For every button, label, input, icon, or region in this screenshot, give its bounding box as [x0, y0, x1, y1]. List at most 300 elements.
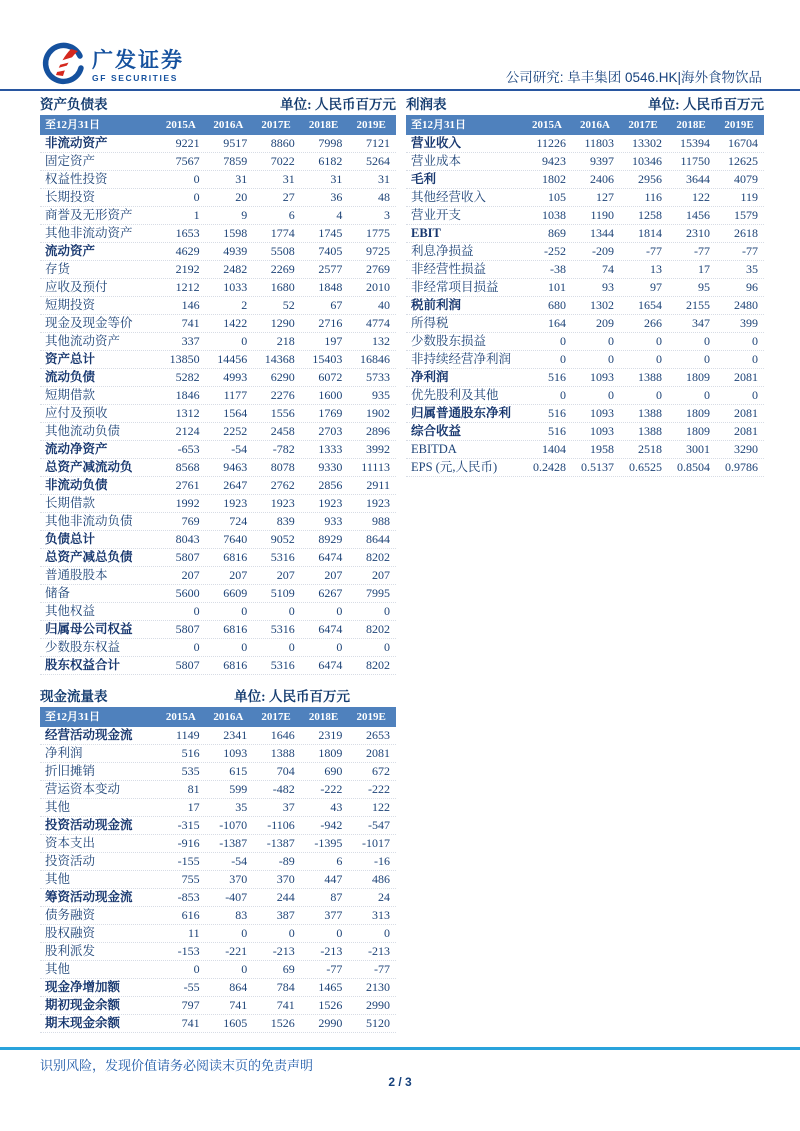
balance-sheet-cell: 31: [282, 172, 295, 186]
cash-flow-cell: 2653: [365, 728, 390, 742]
balance-sheet-cell: 0: [288, 640, 295, 654]
balance-sheet-row: [40, 207, 396, 225]
income-statement-cell: 95: [698, 280, 710, 294]
balance-sheet-cell: 2269: [270, 262, 295, 276]
balance-sheet-row-label: 储备: [45, 586, 71, 600]
income-statement-cell: 1093: [590, 424, 614, 438]
cash-flow-row: [40, 727, 396, 745]
balance-sheet-cell: 8929: [318, 532, 343, 546]
cash-flow-cell: 35: [235, 800, 248, 814]
cash-flow-cell: -213: [367, 944, 390, 958]
cash-flow-cell: 1809: [318, 746, 343, 760]
balance-sheet-cell: 6816: [223, 622, 248, 636]
income-statement-cell: 516: [548, 424, 566, 438]
income-statement-row-label: 少数股东损益: [411, 334, 487, 348]
income-statement-cell: 1814: [638, 226, 662, 240]
balance-sheet-row: [40, 531, 396, 549]
balance-sheet-cell: 4993: [223, 370, 248, 384]
balance-sheet-cell: 197: [324, 334, 343, 348]
cash-flow-cell: -213: [320, 944, 343, 958]
gf-logo-text: [92, 50, 184, 83]
balance-sheet-cell: 0: [193, 190, 200, 204]
income-statement-cell: 1809: [686, 370, 710, 384]
balance-sheet-cell: 1177: [223, 388, 248, 402]
balance-sheet-cell: 207: [276, 568, 295, 582]
balance-sheet-cell: 1774: [270, 226, 295, 240]
balance-sheet-cell: 11113: [361, 460, 390, 474]
cash-flow-cell: -222: [320, 782, 343, 796]
balance-sheet-cell: 1598: [223, 226, 248, 240]
cash-flow-cell: 784: [276, 980, 295, 994]
cash-flow-row-label: 其他: [45, 872, 71, 886]
cash-flow-col-2016A: 2016A: [213, 711, 244, 723]
cash-flow-cell: 1605: [223, 1016, 248, 1030]
cash-flow-cell: -1395: [314, 836, 343, 850]
balance-sheet-row-label: 归属母公司权益: [45, 622, 133, 636]
cash-flow-cell: -547: [367, 818, 390, 832]
cash-flow-row: [40, 745, 396, 763]
balance-sheet-row-label: 其他权益: [45, 604, 96, 618]
cash-flow-cell: 0: [193, 962, 200, 976]
balance-sheet-cell: 741: [181, 316, 200, 330]
cash-flow-cell: 370: [276, 872, 295, 886]
balance-sheet-cell: 4: [336, 208, 343, 222]
cash-flow-cell: 81: [187, 782, 200, 796]
cash-flow-header-row: [40, 707, 396, 727]
cash-flow-cell: 244: [276, 890, 295, 904]
income-statement-row-label: 税前利润: [411, 298, 462, 312]
balance-sheet-row: [40, 369, 396, 387]
balance-sheet-cell: 9221: [175, 136, 200, 150]
balance-sheet-row-label: 其他非流动负债: [45, 514, 133, 528]
balance-sheet-cell: 9330: [318, 460, 343, 474]
balance-sheet-cell: 6290: [270, 370, 295, 384]
income-statement-cell: 13302: [632, 136, 662, 150]
income-statement-row: [406, 225, 764, 243]
balance-sheet-cell: 1745: [318, 226, 343, 240]
cash-flow-row-label: 折旧摊销: [45, 764, 96, 778]
income-statement-cell: 10346: [632, 154, 662, 168]
balance-sheet-cell: 207: [371, 568, 390, 582]
balance-sheet-cell: 2276: [270, 388, 295, 402]
balance-sheet-row: [40, 315, 396, 333]
balance-sheet-cell: 8860: [270, 136, 295, 150]
balance-sheet-cell: 769: [181, 514, 200, 528]
income-statement-row: [406, 189, 764, 207]
cash-flow-cell: 87: [330, 890, 343, 904]
cash-flow-col-2018E: 2018E: [308, 711, 339, 723]
income-statement-cell: -77: [694, 244, 710, 258]
income-statement-cell: 1302: [590, 298, 614, 312]
balance-sheet-cell: 6816: [223, 658, 248, 672]
balance-sheet-cell: 7121: [365, 136, 390, 150]
income-statement-cell: 2081: [734, 406, 758, 420]
income-statement-date-header: 至12月31日: [411, 119, 466, 131]
income-statement-cell: 2081: [734, 370, 758, 384]
cash-flow-cell: 0: [288, 926, 295, 940]
balance-sheet-cell: 9463: [223, 460, 248, 474]
cash-flow-row-label: 经营活动现金流: [45, 728, 133, 742]
income-statement-cell: -252: [544, 244, 566, 258]
income-statement-row-label: 优先股利及其他: [411, 388, 499, 402]
income-statement-row-label: 非持续经营净利润: [411, 352, 512, 366]
balance-sheet-cell: 8202: [365, 550, 390, 564]
balance-sheet-cell: 1848: [318, 280, 343, 294]
income-statement-cell: 0: [752, 334, 758, 348]
income-statement-cell: 680: [548, 298, 566, 312]
balance-sheet-cell: 5508: [270, 244, 295, 258]
income-statement-row: [406, 333, 764, 351]
income-statement-cell: 0.5137: [581, 460, 614, 474]
balance-sheet-grid: [40, 115, 396, 675]
income-statement-cell: 1809: [686, 406, 710, 420]
income-statement-cell: 4079: [734, 172, 758, 186]
balance-sheet-cell: 6267: [318, 586, 343, 600]
balance-sheet-cell: 16846: [359, 352, 390, 366]
cash-flow-cell: 2319: [318, 728, 343, 742]
balance-sheet-cell: 31: [377, 172, 390, 186]
balance-sheet-cell: 13850: [169, 352, 200, 366]
cash-flow-cell: -1387: [219, 836, 248, 850]
income-statement-cell: 516: [548, 370, 566, 384]
research-header: 公司研究: 阜丰集团 0546.HK|海外食物饮品: [505, 70, 762, 85]
balance-sheet-cell: 5316: [270, 658, 295, 672]
balance-sheet-cell: 2458: [270, 424, 295, 438]
income-statement-row-label: 非经常项目损益: [411, 280, 499, 294]
balance-sheet-cell: 933: [324, 514, 343, 528]
balance-sheet-row-label: 普通股股本: [45, 568, 108, 582]
balance-sheet-cell: 207: [324, 568, 343, 582]
income-statement-cell: 1258: [638, 208, 662, 222]
income-statement-cell: 1456: [686, 208, 710, 222]
income-statement-row: [406, 153, 764, 171]
balance-sheet-cell: 4939: [223, 244, 248, 258]
balance-sheet-cell: 9725: [365, 244, 390, 258]
cash-flow-cell: -916: [177, 836, 200, 850]
income-statement-cell: 0: [752, 352, 758, 366]
balance-sheet-cell: 1775: [365, 226, 390, 240]
income-statement-cell: 2155: [686, 298, 710, 312]
balance-sheet-cell: 7995: [365, 586, 390, 600]
balance-sheet-cell: 2716: [318, 316, 343, 330]
income-statement-cell: 3644: [686, 172, 710, 186]
balance-sheet-cell: 7567: [175, 154, 200, 168]
balance-sheet-cell: 724: [229, 514, 248, 528]
cash-flow-cell: 704: [276, 764, 295, 778]
balance-sheet-cell: 0: [336, 604, 343, 618]
cash-flow-cell: 0: [383, 926, 390, 940]
cash-flow-title-row: [40, 688, 396, 705]
balance-sheet-cell: -653: [177, 442, 200, 456]
income-statement-cell: 96: [746, 280, 758, 294]
balance-sheet-cell: 20: [235, 190, 248, 204]
income-statement-cell: -209: [592, 244, 614, 258]
balance-sheet-cell: 5807: [175, 550, 200, 564]
income-statement-cell: 119: [740, 190, 758, 204]
cash-flow-cell: -853: [177, 890, 200, 904]
income-statement-cell: 13: [650, 262, 662, 276]
balance-sheet-title-row: [40, 96, 396, 113]
balance-sheet-cell: 1923: [223, 496, 248, 510]
income-statement-row-label: 综合收益: [411, 424, 462, 438]
income-statement-cell: 116: [644, 190, 662, 204]
cash-flow-cell: 2130: [365, 980, 390, 994]
balance-sheet-cell: 6182: [318, 154, 343, 168]
balance-sheet-cell: 5264: [365, 154, 390, 168]
income-statement-cell: 3290: [734, 442, 758, 456]
income-statement-row-label: EPS (元,人民币): [411, 460, 498, 474]
balance-sheet-cell: 9052: [270, 532, 295, 546]
income-statement-row: [406, 207, 764, 225]
cash-flow-cell: 741: [229, 998, 248, 1012]
income-statement-cell: 2956: [638, 172, 662, 186]
balance-sheet-row-label: 少数股东权益: [45, 640, 121, 654]
balance-sheet-cell: 0: [383, 640, 390, 654]
cash-flow-row: [40, 799, 396, 817]
balance-sheet-cell: 1769: [318, 406, 343, 420]
balance-sheet-cell: 1680: [270, 280, 295, 294]
balance-sheet-cell: 3992: [365, 442, 390, 456]
balance-sheet-cell: 5316: [270, 622, 295, 636]
balance-sheet-cell: 2856: [318, 478, 343, 492]
income-statement-cell: 74: [602, 262, 614, 276]
cash-flow-cell: 1526: [318, 998, 343, 1012]
balance-sheet-cell: 1556: [270, 406, 295, 420]
balance-sheet-cell: 48: [377, 190, 390, 204]
cash-flow-row: [40, 871, 396, 889]
cash-flow-row: [40, 1015, 396, 1033]
income-statement-row-label: EBIT: [411, 226, 441, 240]
footer-rule: [0, 1047, 800, 1050]
balance-sheet-cell: 2577: [318, 262, 343, 276]
income-statement-cell: 0: [704, 334, 710, 348]
balance-sheet-cell: 218: [276, 334, 295, 348]
income-statement-cell: 1809: [686, 424, 710, 438]
balance-sheet-row: [40, 261, 396, 279]
balance-sheet-row-label: 短期借款: [45, 388, 96, 402]
income-statement-row-label: 非经营性损益: [411, 262, 487, 276]
income-statement-cell: 1579: [734, 208, 758, 222]
cash-flow-cell: 0: [336, 926, 343, 940]
balance-sheet-row: [40, 225, 396, 243]
income-statement-grid: [406, 115, 764, 477]
cash-flow-row-label: 债务融资: [45, 908, 96, 922]
income-statement-cell: 9423: [542, 154, 566, 168]
income-statement-cell: 2406: [590, 172, 614, 186]
income-statement-cell: 1344: [590, 226, 614, 240]
cash-flow-row: [40, 943, 396, 961]
balance-sheet-cell: 8202: [365, 622, 390, 636]
balance-sheet-cell: 7859: [223, 154, 248, 168]
cash-flow-cell: 377: [324, 908, 343, 922]
cash-flow-cell: 615: [229, 764, 248, 778]
balance-sheet-cell: 0: [336, 640, 343, 654]
balance-sheet-row-label: 短期投资: [45, 298, 96, 312]
balance-sheet-header-row: [40, 115, 396, 135]
balance-sheet-cell: 935: [371, 388, 390, 402]
income-statement-row: [406, 351, 764, 369]
income-statement-cell: 2518: [638, 442, 662, 456]
balance-sheet-col-2017E: 2017E: [261, 119, 291, 131]
balance-sheet-cell: 0: [241, 604, 248, 618]
balance-sheet-cell: 1923: [365, 496, 390, 510]
income-statement-cell: 1404: [542, 442, 566, 456]
cash-flow-cell: 864: [229, 980, 248, 994]
cash-flow-cell: 1388: [270, 746, 295, 760]
balance-sheet-cell: 6072: [318, 370, 343, 384]
balance-sheet-cell: 4629: [175, 244, 200, 258]
balance-sheet-cell: 3: [383, 208, 390, 222]
balance-sheet-row: [40, 585, 396, 603]
cash-flow-cell: -1070: [219, 818, 248, 832]
balance-sheet-cell: 1212: [175, 280, 200, 294]
balance-sheet-row: [40, 495, 396, 513]
income-statement-cell: 0: [656, 352, 662, 366]
income-statement-cell: 0: [608, 352, 614, 366]
balance-sheet-row: [40, 243, 396, 261]
cash-flow-col-2015A: 2015A: [165, 711, 196, 723]
cash-flow-row-label: 资本支出: [45, 836, 96, 850]
income-statement-row-label: 净利润: [411, 370, 449, 384]
balance-sheet-title: 资产负债表: [40, 97, 108, 112]
cash-flow-cell: 43: [330, 800, 343, 814]
income-statement-cell: -77: [742, 244, 758, 258]
balance-sheet-row-label: 其他流动资产: [45, 334, 121, 348]
income-statement-cell: 1093: [590, 406, 614, 420]
income-statement-title-row: [406, 96, 764, 113]
cash-flow-cell: -213: [272, 944, 295, 958]
balance-sheet-col-2019E: 2019E: [356, 119, 386, 131]
balance-sheet-cell: 5109: [270, 586, 295, 600]
income-statement-row-label: EBITDA: [411, 442, 457, 456]
income-statement-cell: 1190: [590, 208, 614, 222]
header-rule: [0, 89, 800, 91]
balance-sheet-row: [40, 135, 396, 153]
cash-flow-grid: [40, 707, 396, 1033]
balance-sheet-row: [40, 567, 396, 585]
income-statement-row: [406, 315, 764, 333]
gf-securities-logo: [40, 42, 184, 91]
income-statement-cell: 1038: [542, 208, 566, 222]
income-statement-cell: 209: [596, 316, 614, 330]
income-statement-row: [406, 243, 764, 261]
balance-sheet-cell: 0: [193, 640, 200, 654]
income-statement-cell: 3001: [686, 442, 710, 456]
cash-flow-cell: -222: [367, 782, 390, 796]
cash-flow-cell: 690: [324, 764, 343, 778]
balance-sheet-cell: 27: [282, 190, 295, 204]
income-statement-cell: 35: [746, 262, 758, 276]
balance-sheet-row: [40, 153, 396, 171]
cash-flow-row: [40, 889, 396, 907]
cash-flow-cell: 2341: [223, 728, 248, 742]
cash-flow-cell: 69: [282, 962, 295, 976]
cash-flow-row-label: 期末现金余额: [45, 1016, 121, 1030]
cash-flow-cell: 797: [181, 998, 200, 1012]
income-statement-cell: 2480: [734, 298, 758, 312]
balance-sheet-row-label: 非流动资产: [45, 136, 108, 150]
footer-disclaimer: 识别风险，发现价值请务必阅读末页的免责声明: [40, 1058, 314, 1073]
balance-sheet-cell: 207: [181, 568, 200, 582]
cash-flow-cell: 616: [181, 908, 200, 922]
balance-sheet-cell: 1033: [223, 280, 248, 294]
balance-sheet-cell: 0: [288, 604, 295, 618]
balance-sheet-cell: 1600: [318, 388, 343, 402]
income-statement-cell: 0: [704, 352, 710, 366]
income-statement-cell: 2618: [734, 226, 758, 240]
cash-flow-cell: -482: [272, 782, 295, 796]
balance-sheet-row-label: 流动负债: [45, 370, 96, 384]
balance-sheet-cell: 6474: [318, 622, 343, 636]
cash-flow-cell: -55: [183, 980, 200, 994]
cash-flow-row-label: 现金净增加额: [45, 980, 121, 994]
cash-flow-cell: 0: [241, 926, 248, 940]
balance-sheet-row: [40, 387, 396, 405]
income-statement-cell: 1654: [638, 298, 662, 312]
balance-sheet-row-label: 流动资产: [45, 244, 96, 258]
balance-sheet-unit: 单位: 人民币百万元: [280, 97, 396, 112]
income-statement-col-2018E: 2018E: [676, 119, 706, 131]
income-statement-row-label: 营业收入: [411, 136, 462, 150]
cash-flow-row: [40, 835, 396, 853]
balance-sheet-row-label: 权益性投资: [45, 172, 108, 186]
balance-sheet-cell: 337: [181, 334, 200, 348]
income-statement-col-2019E: 2019E: [724, 119, 754, 131]
income-statement-cell: 127: [596, 190, 614, 204]
cash-flow-row: [40, 925, 396, 943]
income-statement-row: [406, 423, 764, 441]
cash-flow-cell: 1526: [270, 1016, 295, 1030]
income-statement-row-label: 毛利: [411, 172, 437, 186]
balance-sheet-cell: 2124: [175, 424, 200, 438]
balance-sheet-cell: 8043: [175, 532, 200, 546]
income-statement-cell: 1093: [590, 370, 614, 384]
balance-sheet-cell: 8202: [365, 658, 390, 672]
cash-flow-cell: 387: [276, 908, 295, 922]
cash-flow-cell: 755: [181, 872, 200, 886]
cash-flow-row: [40, 817, 396, 835]
page-number: 2 / 3: [388, 1075, 412, 1089]
balance-sheet-cell: 15403: [312, 352, 343, 366]
income-statement-row: [406, 135, 764, 153]
balance-sheet-row: [40, 189, 396, 207]
cash-flow-cell: 741: [276, 998, 295, 1012]
balance-sheet-row-label: 长期借款: [45, 496, 96, 510]
income-statement-row: [406, 279, 764, 297]
cash-flow-cell: -315: [177, 818, 200, 832]
balance-sheet-cell: 2192: [175, 262, 200, 276]
cash-flow-cell: 672: [371, 764, 390, 778]
cash-flow-col-2019E: 2019E: [356, 711, 386, 723]
income-statement-cell: 17: [698, 262, 710, 276]
balance-sheet-row: [40, 513, 396, 531]
cash-flow-cell: 486: [371, 872, 390, 886]
income-statement-row: [406, 171, 764, 189]
balance-sheet-cell: 7022: [270, 154, 295, 168]
income-statement-unit: 单位: 人民币百万元: [648, 97, 764, 112]
balance-sheet-table: [40, 96, 396, 675]
balance-sheet-row-label: 存货: [45, 262, 71, 276]
income-statement-cell: 0.6525: [629, 460, 662, 474]
income-statement-cell: 93: [602, 280, 614, 294]
income-statement-row: [406, 459, 764, 477]
income-statement-cell: 12625: [728, 154, 758, 168]
income-statement-cell: 516: [548, 406, 566, 420]
cash-flow-cell: 37: [282, 800, 295, 814]
balance-sheet-cell: 2762: [270, 478, 295, 492]
balance-sheet-cell: 6: [288, 208, 295, 222]
income-statement-cell: 1388: [638, 424, 662, 438]
